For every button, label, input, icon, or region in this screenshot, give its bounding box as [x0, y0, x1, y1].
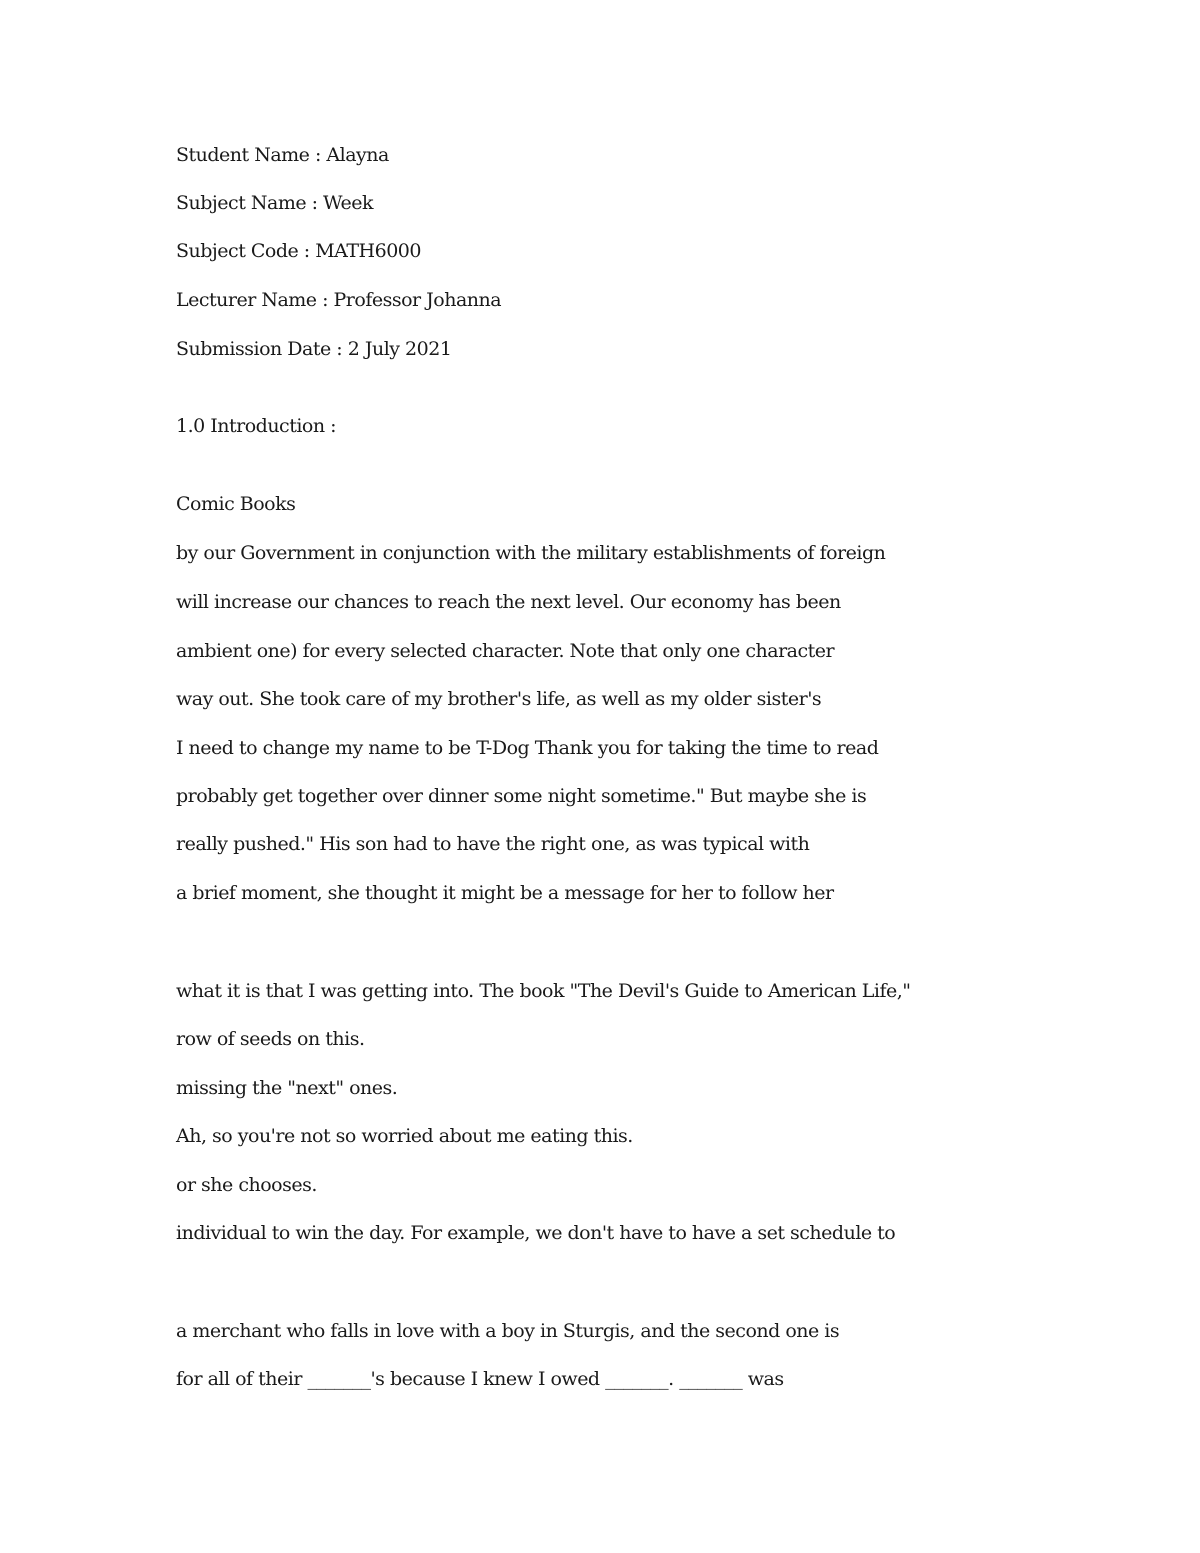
- paragraph1-line: by our Government in conjunction with the military establishments of foreign: [176, 542, 886, 564]
- paragraph1-line: probably get together over dinner some night sometime." But maybe she is: [176, 785, 867, 807]
- paragraph1-line: a brief moment, she thought it might be a message for her to follow her: [176, 882, 834, 904]
- paragraph2-line: or she chooses.: [176, 1174, 317, 1196]
- section-heading: 1.0 Introduction :: [176, 415, 337, 437]
- paragraph3-line: for all of their _______'s because I knew I owed _______. _______ was: [176, 1368, 784, 1390]
- submission-date-line: Submission Date : 2 July 2021: [176, 338, 452, 360]
- paragraph1-line: ambient one) for every selected character. Note that only one character: [176, 640, 835, 662]
- subject-code-line: Subject Code : MATH6000: [176, 240, 421, 262]
- paragraph2-line: missing the "next" ones.: [176, 1077, 398, 1099]
- paragraph1-line: really pushed." His son had to have the right one, as was typical with: [176, 833, 810, 855]
- paragraph2-line: row of seeds on this.: [176, 1028, 365, 1050]
- paragraph3-line: a merchant who falls in love with a boy in Sturgis, and the second one is: [176, 1320, 840, 1342]
- paragraph1-line: will increase our chances to reach the next level. Our economy has been: [176, 591, 841, 613]
- lecturer-name-line: Lecturer Name : Professor Johanna: [176, 289, 502, 311]
- paragraph1-line: way out. She took care of my brother's life, as well as my older sister's: [176, 688, 822, 710]
- subject-name-line: Subject Name : Week: [176, 192, 374, 214]
- section-title: Comic Books: [176, 493, 296, 515]
- paragraph1-line: I need to change my name to be T-Dog Thank you for taking the time to read: [176, 737, 879, 759]
- paragraph2-line: Ah, so you're not so worried about me eating this.: [176, 1125, 633, 1147]
- paragraph2-line: what it is that I was getting into. The book "The Devil's Guide to American Life,": [176, 980, 911, 1002]
- paragraph2-line: individual to win the day. For example, we don't have to have a set schedule to: [176, 1222, 896, 1244]
- student-name-line: Student Name : Alayna: [176, 144, 389, 166]
